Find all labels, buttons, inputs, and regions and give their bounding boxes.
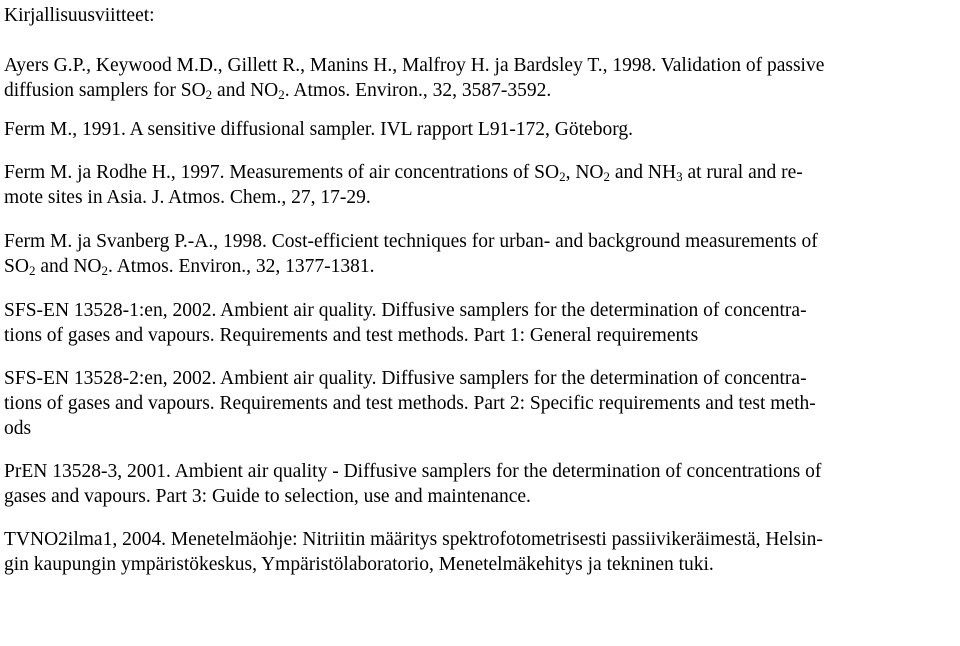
reference-line: ods — [4, 418, 32, 439]
reference-line: TVNO2ilma1, 2004. Menetelmäohje: Nitriitin määritys spektrofotometrisesti passiivikeräimestä, Helsin- — [4, 529, 823, 550]
reference-line: mote sites in Asia. J. Atmos. Chem., 27, 17-29. — [4, 187, 371, 208]
reference-sfs-en-13528-1 — [4, 298, 950, 348]
reference-line: SFS-EN 13528-1:en, 2002. Ambient air quality. Diffusive samplers for the determination of concentra- — [4, 300, 807, 321]
reference-line: Ferm M. ja Rodhe H., 1997. Measurements of air concentrations of $SO_2$, $NO_2$ and $NH_3$ at rural and re- — [4, 162, 803, 184]
reference-line: Ayers G.P., Keywood M.D., Gillett R., Manins H., Malfroy H. ja Bardsley T., 1998. Validation of passive — [4, 55, 825, 76]
reference-line: gin kaupungin ympäristökeskus, Ympäristölaboratorio, Menetelmäkehitys ja tekninen tuki. — [4, 554, 714, 575]
reference-line: Ferm M., 1991. A sensitive diffusional sampler. IVL rapport L91-172, Göteborg. — [4, 119, 633, 140]
reference-line: tions of gases and vapours. Requirements and test methods. Part 2: Specific requirements and test meth- — [4, 393, 816, 414]
reference-line: tions of gases and vapours. Requirements and test methods. Part 1: General requirements — [4, 325, 699, 346]
reference-line: diffusion samplers for $SO_2$ and $NO_2$. Atmos. Environ., 32, 3587-3592. — [4, 80, 552, 102]
references-heading: Kirjallisuusviitteet: — [4, 5, 155, 26]
reference-pren-13528-3 — [4, 459, 950, 509]
reference-ferm-svanberg-1998 — [4, 229, 950, 279]
reference-line: PrEN 13528-3, 2001. Ambient air quality - Diffusive samplers for the determination of concentrations of — [4, 461, 822, 482]
reference-sfs-en-13528-2 — [4, 366, 950, 441]
reference-line: SFS-EN 13528-2:en, 2002. Ambient air quality. Diffusive samplers for the determination of concentra- — [4, 368, 807, 389]
reference-ayers-1998 — [4, 53, 950, 103]
reference-line: gases and vapours. Part 3: Guide to selection, use and maintenance. — [4, 486, 531, 507]
reference-ferm-1991 — [4, 117, 950, 142]
reference-line: Ferm M. ja Svanberg P.-A., 1998. Cost-efficient techniques for urban- and background measurements of — [4, 231, 818, 252]
reference-line: $SO_2$ and $NO_2$. Atmos. Environ., 32, 1377-1381. — [4, 256, 375, 278]
reference-list — [4, 53, 950, 577]
reference-tvno2ilma1-2004 — [4, 527, 950, 577]
reference-ferm-rodhe-1997 — [4, 160, 950, 210]
